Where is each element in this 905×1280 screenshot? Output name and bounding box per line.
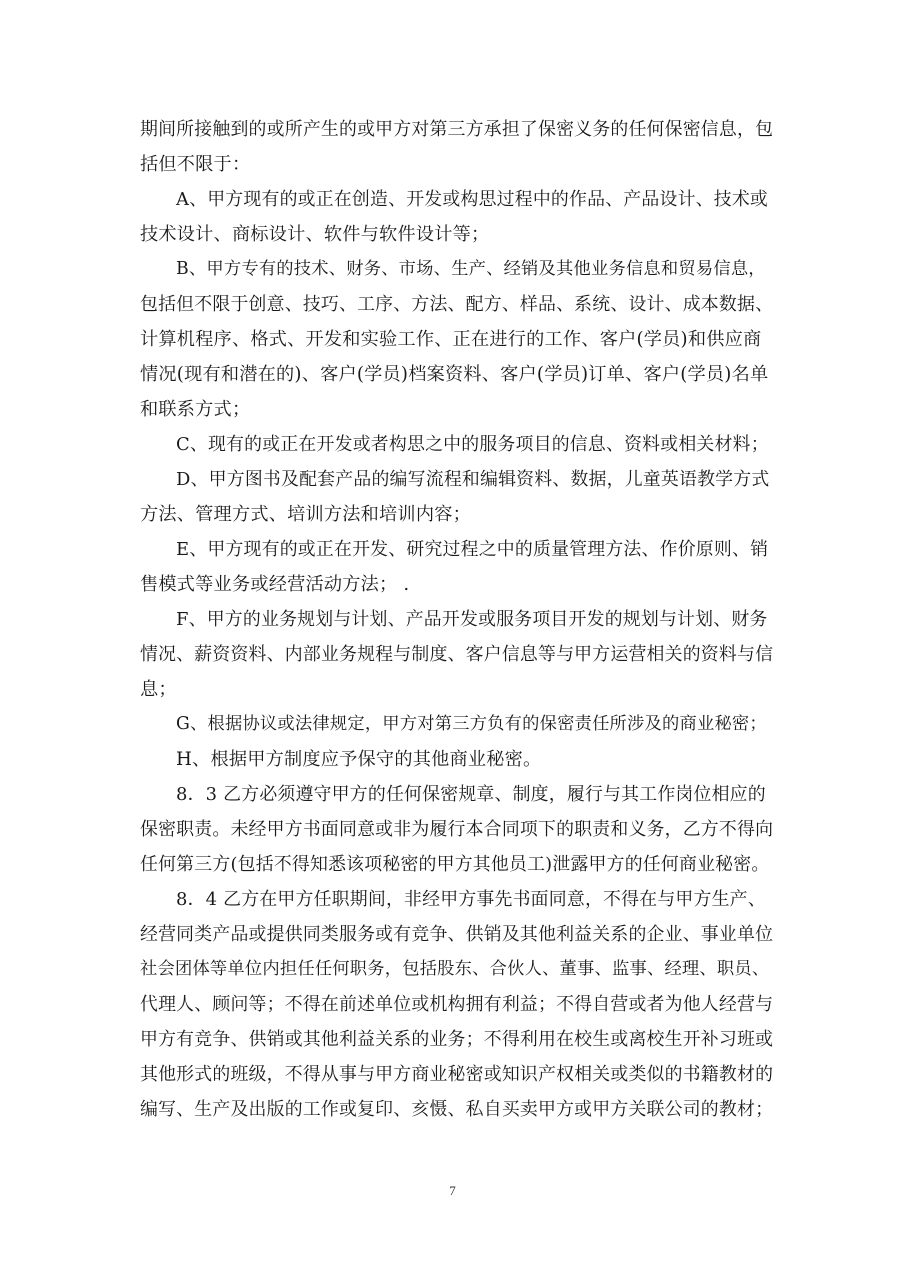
body-line: 经营同类产品或提供同类服务或有竞争、供销及其他利益关系的企业、事业单位 <box>140 924 774 945</box>
body-line: 8．3 乙方必须遵守甲方的任何保密规章、制度，履行与其工作岗位相应的 <box>176 784 766 805</box>
body-line: F、甲方的业务规划与计划、产品开发或服务项目开发的规划与计划、财务 <box>176 609 768 630</box>
body-line: 代理人、顾问等；不得在前述单位或机构拥有利益；不得自营或者为他人经营与 <box>140 994 774 1015</box>
body-line: 期间所接触到的或所产生的或甲方对第三方承担了保密义务的任何保密信息，包 <box>140 119 774 140</box>
body-line: 情况、薪资资料、内部业务规程与制度、客户信息等与甲方运营相关的资料与信 <box>140 644 774 665</box>
body-line: 计算机程序、格式、开发和实验工作、正在进行的工作、客户(学员)和供应商 <box>140 329 762 350</box>
document-body <box>140 112 772 1127</box>
body-line: 括但不限于： <box>140 154 251 175</box>
body-line: 甲方有竞争、供销或其他利益关系的业务；不得利用在校生或离校生开补习班或 <box>140 1029 774 1050</box>
body-line: 方法、管理方式、培训方法和培训内容； <box>140 504 471 525</box>
body-line: 技术设计、商标设计、软件与软件设计等； <box>140 224 490 245</box>
body-line: 8．4 乙方在甲方任职期间，非经甲方事先书面同意，不得在与甲方生产、 <box>176 889 766 910</box>
body-line: C、现有的或正在开发或者构思之中的服务项目的信息、资料或相关材料； <box>176 434 769 455</box>
body-line: 包括但不限于创意、技巧、工序、方法、配方、样品、系统、设计、成本数据、 <box>140 294 774 315</box>
body-line: 保密职责。未经甲方书面同意或非为履行本合同项下的职责和义务，乙方不得向 <box>140 819 774 840</box>
body-line: E、甲方现有的或正在开发、研究过程之中的质量管理方法、作价原则、销 <box>176 539 769 560</box>
body-line: 息； <box>140 679 177 700</box>
body-line: 编写、生产及出版的工作或复印、亥慑、私自买卖甲方或甲方关联公司的教材； <box>140 1099 774 1120</box>
body-line: D、甲方图书及配套产品的编写流程和编辑资料、数据，儿童英语教学方式 <box>176 469 770 490</box>
body-line: G、根据协议或法律规定，甲方对第三方负有的保密责任所涉及的商业秘密； <box>176 714 767 734</box>
page-number: 7 <box>449 1183 456 1198</box>
body-line: 其他形式的班级，不得从事与甲方商业秘密或知识产权相关或类似的书籍教材的 <box>140 1064 774 1085</box>
body-line: 情况(现有和潜在的)、客户(学员)档案资料、客户(学员)订单、客户(学员)名单 <box>140 364 769 385</box>
body-line: 任何第三方(包括不得知悉该项秘密的甲方其他员工)泄露甲方的任何商业秘密。 <box>140 854 770 875</box>
body-line: 售模式等业务或经营活动方法； . <box>140 574 410 595</box>
body-line: A、甲方现有的或正在创造、开发或构思过程中的作品、产品设计、技术或 <box>176 189 769 210</box>
body-line: 社会团体等单位内担任任何职务，包括股东、合伙人、董事、监事、经理、职员、 <box>140 959 770 979</box>
body-line: 和联系方式； <box>140 399 251 420</box>
body-line: B、甲方专有的技术、财务、市场、生产、经销及其他业务信息和贸易信息， <box>176 259 766 279</box>
body-line: H、根据甲方制度应予保守的其他商业秘密。 <box>176 749 542 770</box>
